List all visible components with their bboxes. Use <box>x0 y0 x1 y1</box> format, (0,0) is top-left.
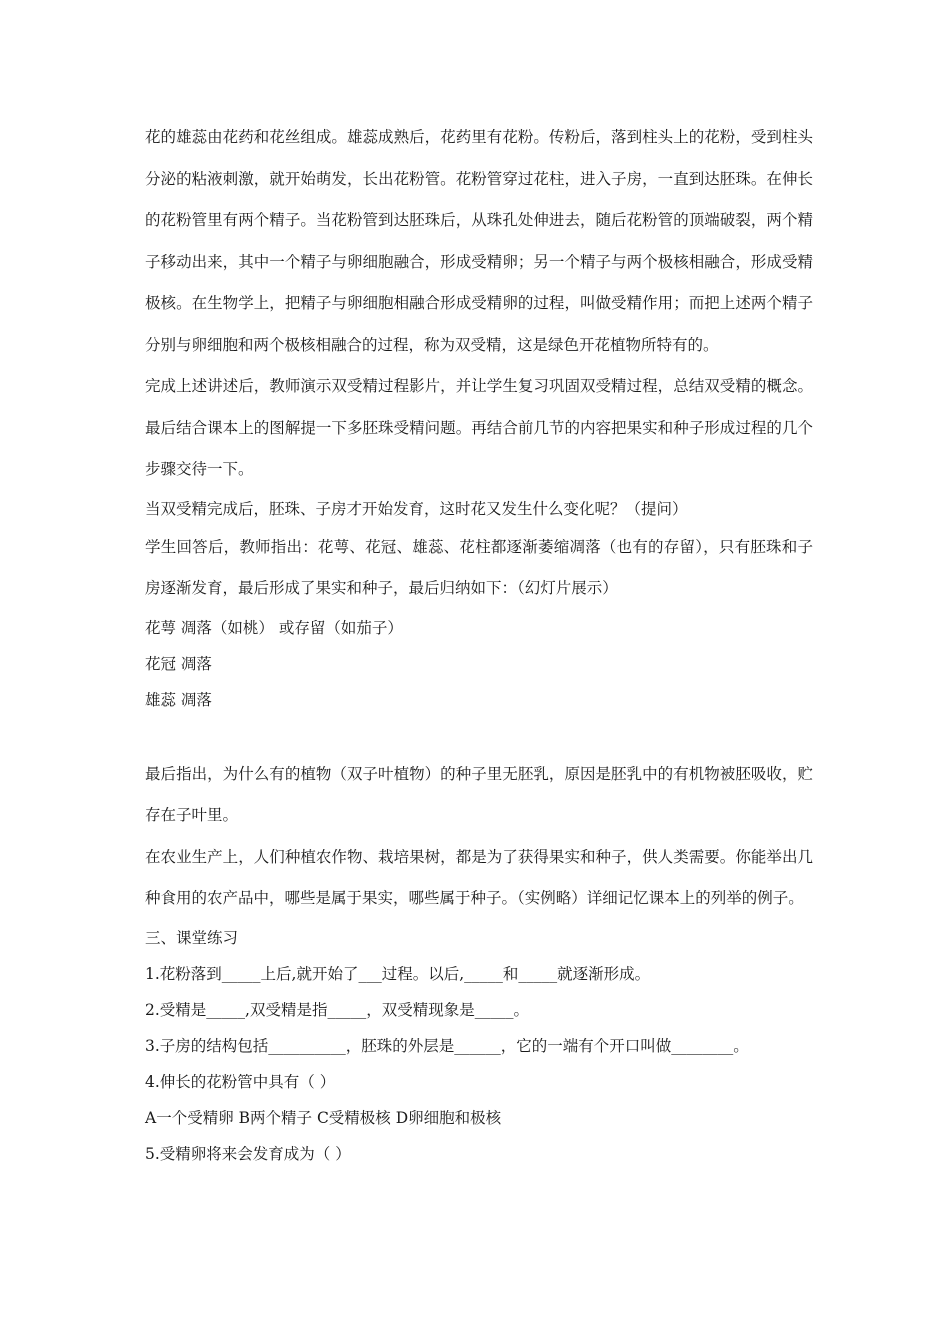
paragraph-teacher-summary: 学生回答后，教师指出：花萼、花冠、雄蕊、花柱都逐渐萎缩凋落（也有的存留），只有胚珠和子房逐渐发育，最后形成了果实和种子，最后归纳如下：（幻灯片展示） <box>145 537 813 597</box>
paragraph-agriculture: 在农业生产上，人们种植农作物、栽培果树，都是为了获得果实和种子，供人类需要。你能举出几种食用的农产品中，哪些是属于果实，哪些属于种子。（实例略）详细记忆课本上的列举的例子。 <box>145 847 813 907</box>
exercise-question-2: 2.受精是_____,双受精是指_____，双受精现象是_____。 <box>145 1000 529 1019</box>
exercise-question-3: 3.子房的结构包括__________，胚珠的外层是______，它的一端有个开口叫做________。 <box>145 1036 749 1055</box>
exercise-question-1: 1.花粉落到_____上后,就开始了___过程。以后,_____和_____就逐渐形成。 <box>145 964 651 983</box>
summary-line-corolla: 花冠 凋落 <box>145 654 212 673</box>
section-heading-exercises: 三、课堂练习 <box>145 928 239 947</box>
exercise-question-4: 4.伸长的花粉管中具有（ ） <box>145 1072 336 1091</box>
summary-line-stamen: 雄蕊 凋落 <box>145 690 212 709</box>
paragraph-teacher-demo: 完成上述讲述后，教师演示双受精过程影片，并让学生复习巩固双受精过程，总结双受精的概念。最后结合课本上的图解提一下多胚珠受精问题。再结合前几节的内容把果实和种子形成过程的几个步骤交待一下。 <box>145 377 813 478</box>
blank-gap <box>145 718 813 754</box>
summary-line-calyx: 花萼 凋落（如桃） 或存留（如茄子） <box>145 618 403 637</box>
paragraph-question: 当双受精完成后，胚珠、子房才开始发育，这时花又发生什么变化呢？（提问） <box>145 499 688 518</box>
exercise-question-5: 5.受精卵将来会发育成为（ ） <box>145 1144 351 1163</box>
exercise-question-4-options: A一个受精卵 B两个精子 C受精极核 D卵细胞和极核 <box>145 1108 502 1127</box>
paragraph-endosperm: 最后指出，为什么有的植物（双子叶植物）的种子里无胚乳，原因是胚乳中的有机物被胚吸收，贮存在子叶里。 <box>145 764 813 824</box>
document-body <box>145 117 813 1172</box>
paragraph-double-fertilization: 花的雄蕊由花药和花丝组成。雄蕊成熟后，花药里有花粉。传粉后，落到柱头上的花粉，受到柱头分泌的粘液刺激，就开始萌发，长出花粉管。花粉管穿过花柱，进入子房，一直到达胚珠。在伸长的花粉管里有两个精子。当花粉管到达胚珠后，从珠孔处伸进去，随后花粉管的顶端破裂，两个精子移动出来，其中一个精子与卵细胞融合，形成受精卵；另一个精子与两个极核相融合，形成受精极核。在生物学上，把精子与卵细胞相融合形成受精卵的过程，叫做受精作用；而把上述两个精子分别与卵细胞和两个极核相融合的过程，称为双受精，这是绿色开花植物所特有的。 <box>145 128 813 354</box>
